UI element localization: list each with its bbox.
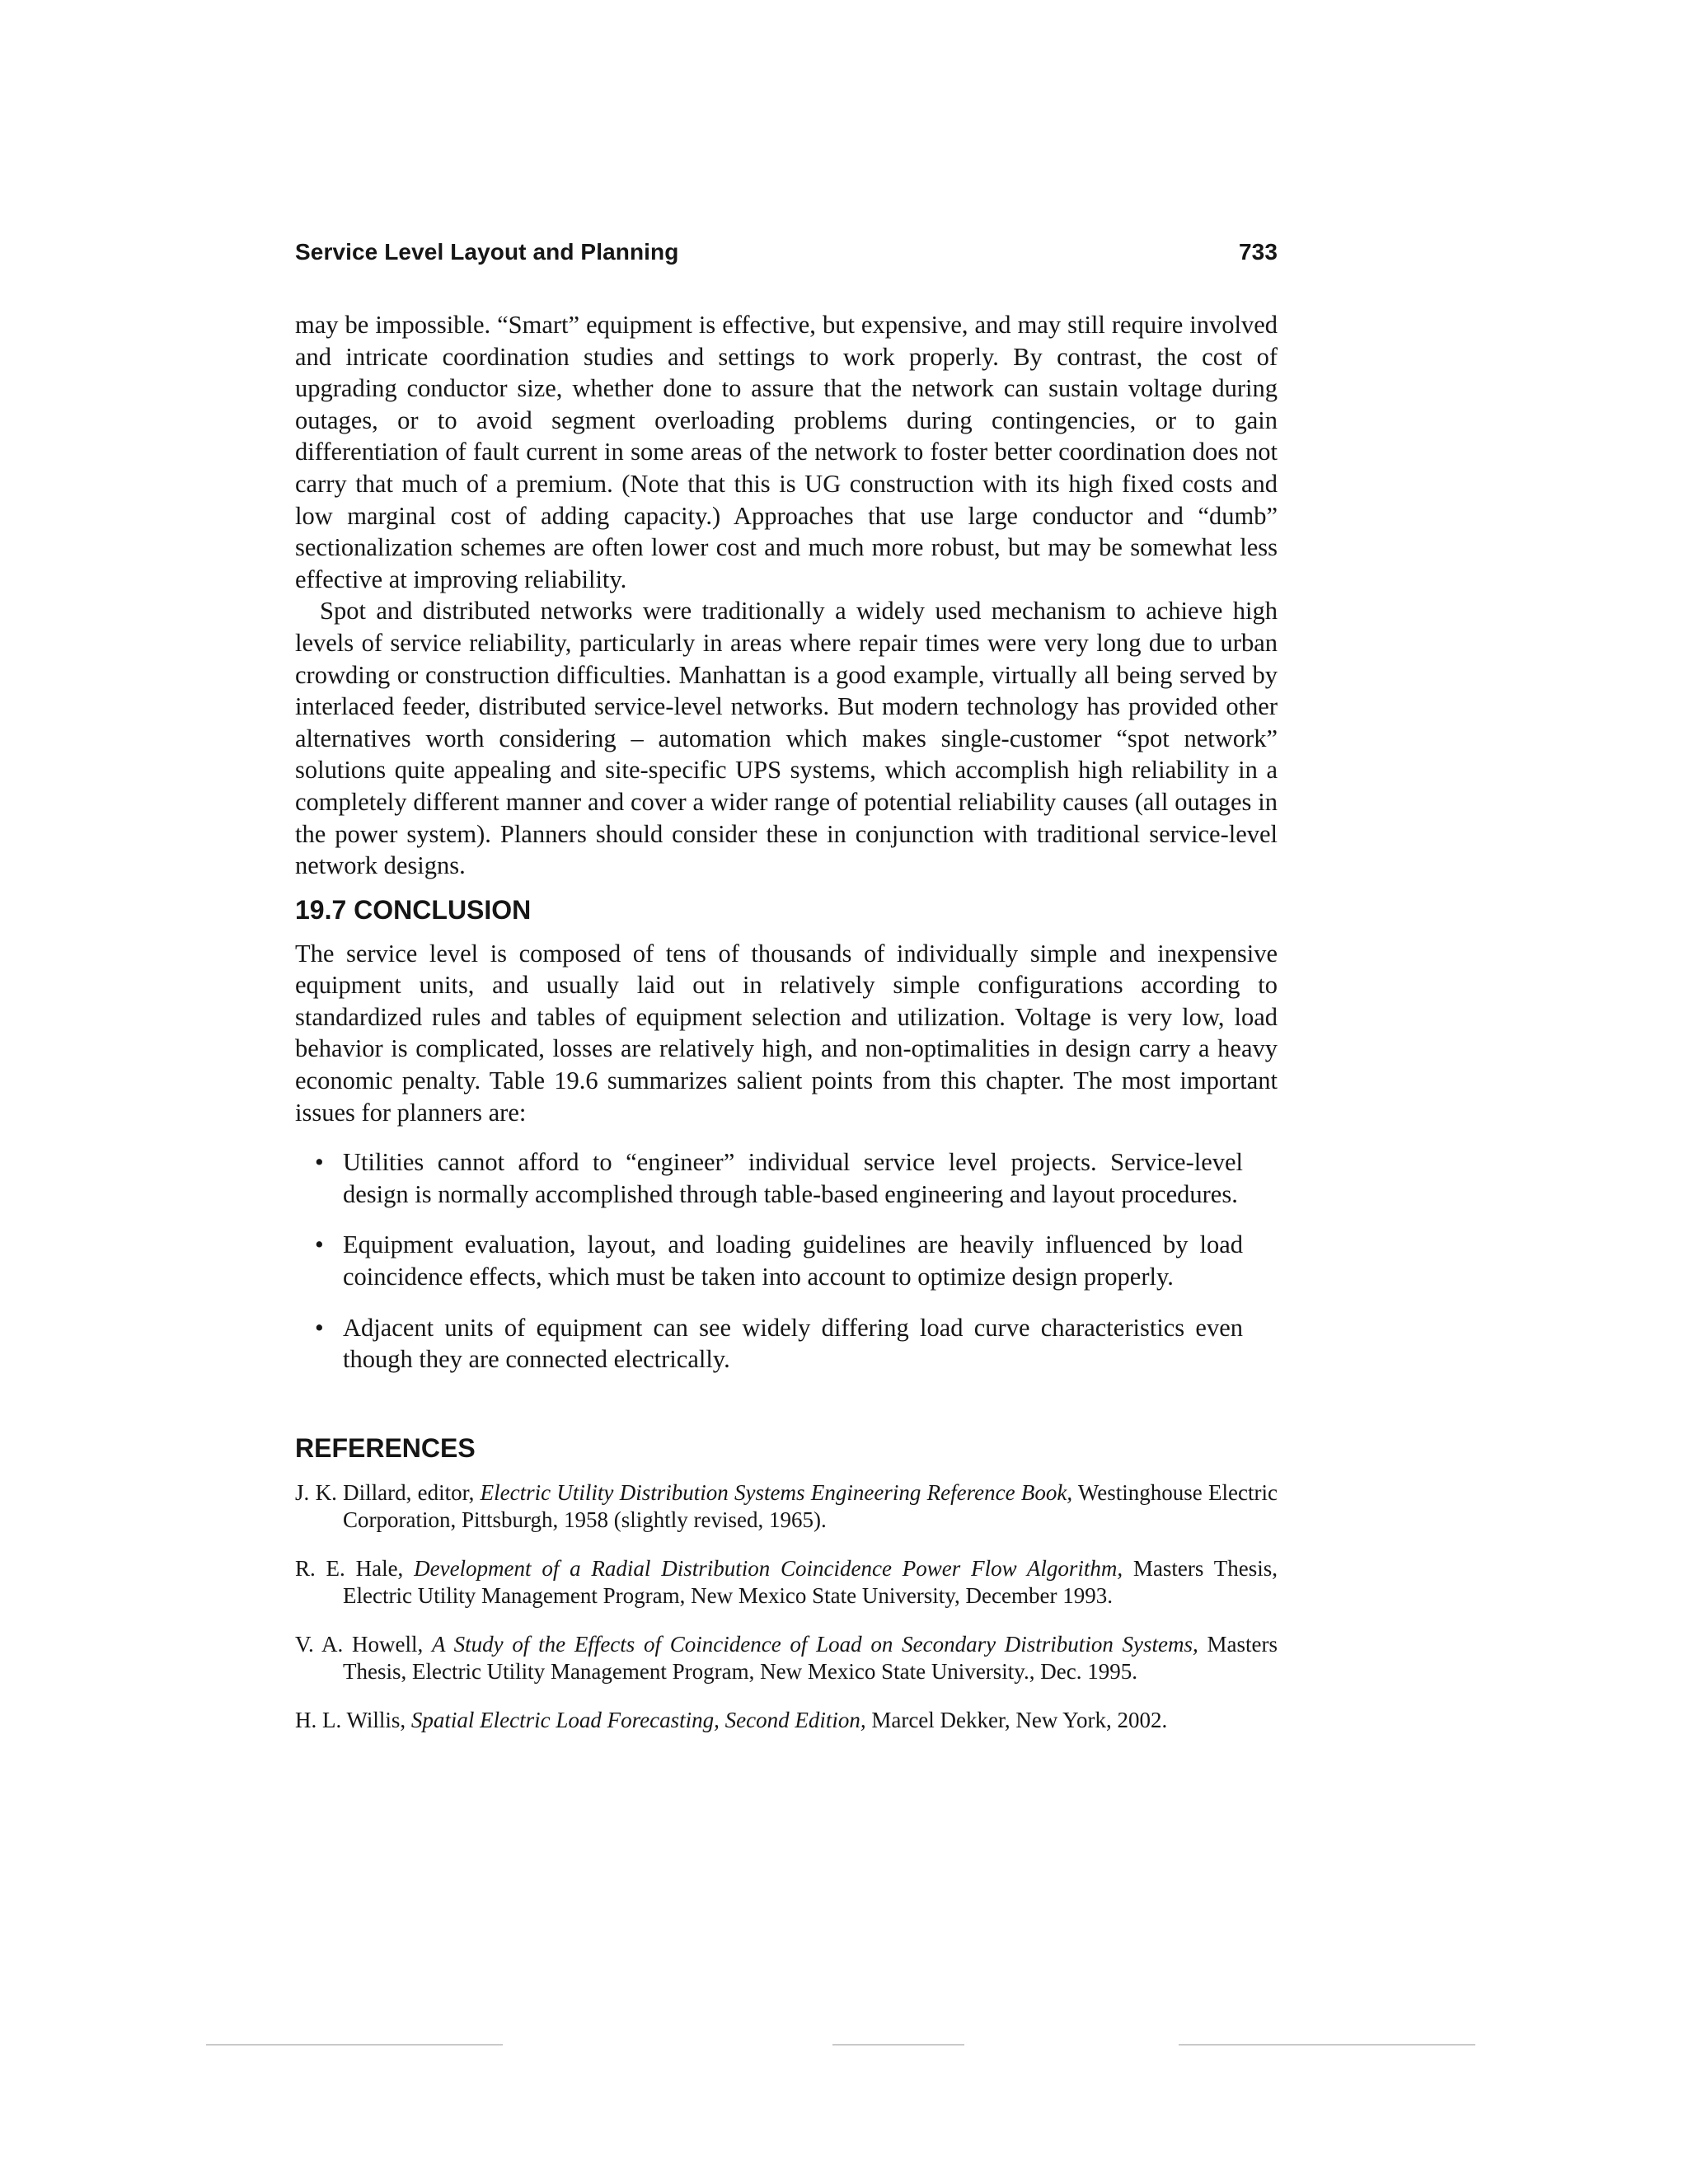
book-page xyxy=(295,239,1278,1755)
reference-title: Electric Utility Distribution Systems Engineering Reference Book, xyxy=(480,1479,1073,1505)
bullet-item xyxy=(295,1146,1278,1210)
reference-list xyxy=(295,1479,1278,1734)
reference-publisher: Westinghouse Electric Corporation, Pittsburgh, 1958 (slightly revised, 1965). xyxy=(343,1479,1278,1532)
bullet-text: Adjacent units of equipment can see widely differing load curve characteristics even though they are connected electrically. xyxy=(343,1313,1243,1374)
section-heading-conclusion: 19.7 CONCLUSION xyxy=(295,894,532,925)
scan-artifact-line xyxy=(206,2044,1475,2047)
reference-item xyxy=(295,1479,1278,1534)
reference-title: A Study of the Effects of Coincidence of Load on Secondary Distribution Systems, xyxy=(431,1631,1198,1657)
reference-author: J. K. Dillard, editor, xyxy=(295,1479,481,1505)
reference-item xyxy=(295,1631,1278,1685)
bullet-marker: • xyxy=(315,1313,324,1342)
reference-item xyxy=(295,1707,1278,1734)
bullet-marker: • xyxy=(315,1230,324,1259)
reference-title: Spatial Electric Load Forecasting, Second Edition, xyxy=(410,1707,866,1732)
reference-publisher: Masters Thesis, Electric Utility Management Program, New Mexico State University, December 1993. xyxy=(343,1555,1278,1608)
reference-author: R. E. Hale, xyxy=(295,1555,415,1581)
reference-author: V. A. Howell, xyxy=(295,1631,432,1657)
running-title: Service Level Layout and Planning xyxy=(295,239,679,265)
conclusion-paragraph: The service level is composed of tens of thousands of individually simple and inexpensive equipment units, and usually laid out in relatively simple configurations according to standardized rules and tables of equipment selection and utilization. Voltage is very low, load behavior is complicated, losses are relatively high, and non-optimalities in design carry a heavy economic penalty. Table 19.6 summarizes salient points from this chapter. The most important issues for planners are: xyxy=(295,939,1278,1127)
paragraph-spot-networks: Spot and distributed networks were traditionally a widely used mechanism to achieve high levels of service reliability, particularly in areas where repair times were very long due to urban crowding or construction difficulties. Manhattan is a good example, virtually all being served by interlaced feeder, distributed service-level networks. But modern technology has provided other alternatives worth considering – automation which makes single-customer “spot network” solutions quite appealing and site-specific UPS systems, which accomplish high reliability in a completely different manner and cover a wider range of potential reliability causes (all outages in the power system). Planners should consider these in conjunction with traditional service-level network designs. xyxy=(295,597,1278,880)
conclusion-bullet-list xyxy=(295,1146,1278,1376)
paragraph-continuation: may be impossible. “Smart” equipment is effective, but expensive, and may still require involved and intricate coordination studies and settings to work properly. By contrast, the cost of upgrading conductor size, whether done to assure that the network can sustain voltage during outages, or to avoid segment overloading problems during contingencies, or to gain differentiation of fault current in some areas of the network to foster better coordination does not carry that much of a premium. (Note that this is UG construction with its high fixed costs and low marginal cost of adding capacity.) Approaches that use large conductor and “dumb” sectionalization schemes are often lower cost and much more robust, but may be somewhat less effective at improving reliability. xyxy=(295,311,1278,593)
reference-title: Development of a Radial Distribution Coincidence Power Flow Algorithm, xyxy=(414,1555,1123,1581)
bullet-item xyxy=(295,1229,1278,1292)
bullet-marker: • xyxy=(315,1148,324,1177)
reference-publisher: Marcel Dekker, New York, 2002. xyxy=(865,1707,1168,1732)
reference-author: H. L. Willis, xyxy=(295,1707,411,1732)
bullet-item xyxy=(295,1312,1278,1376)
bullet-text: Equipment evaluation, layout, and loading guidelines are heavily influenced by load coincidence effects, which must be taken into account to optimize design properly. xyxy=(343,1230,1243,1291)
section-heading-references: REFERENCES xyxy=(295,1432,476,1463)
bullet-text: Utilities cannot afford to “engineer” individual service level projects. Service-level design is normally accomplished through table-based engineering and layout procedures. xyxy=(343,1148,1243,1208)
running-header xyxy=(295,239,1278,272)
page-number: 733 xyxy=(1238,239,1278,265)
reference-publisher: Masters Thesis, Electric Utility Management Program, New Mexico State University., Dec. 1995. xyxy=(343,1631,1278,1684)
reference-item xyxy=(295,1555,1278,1610)
